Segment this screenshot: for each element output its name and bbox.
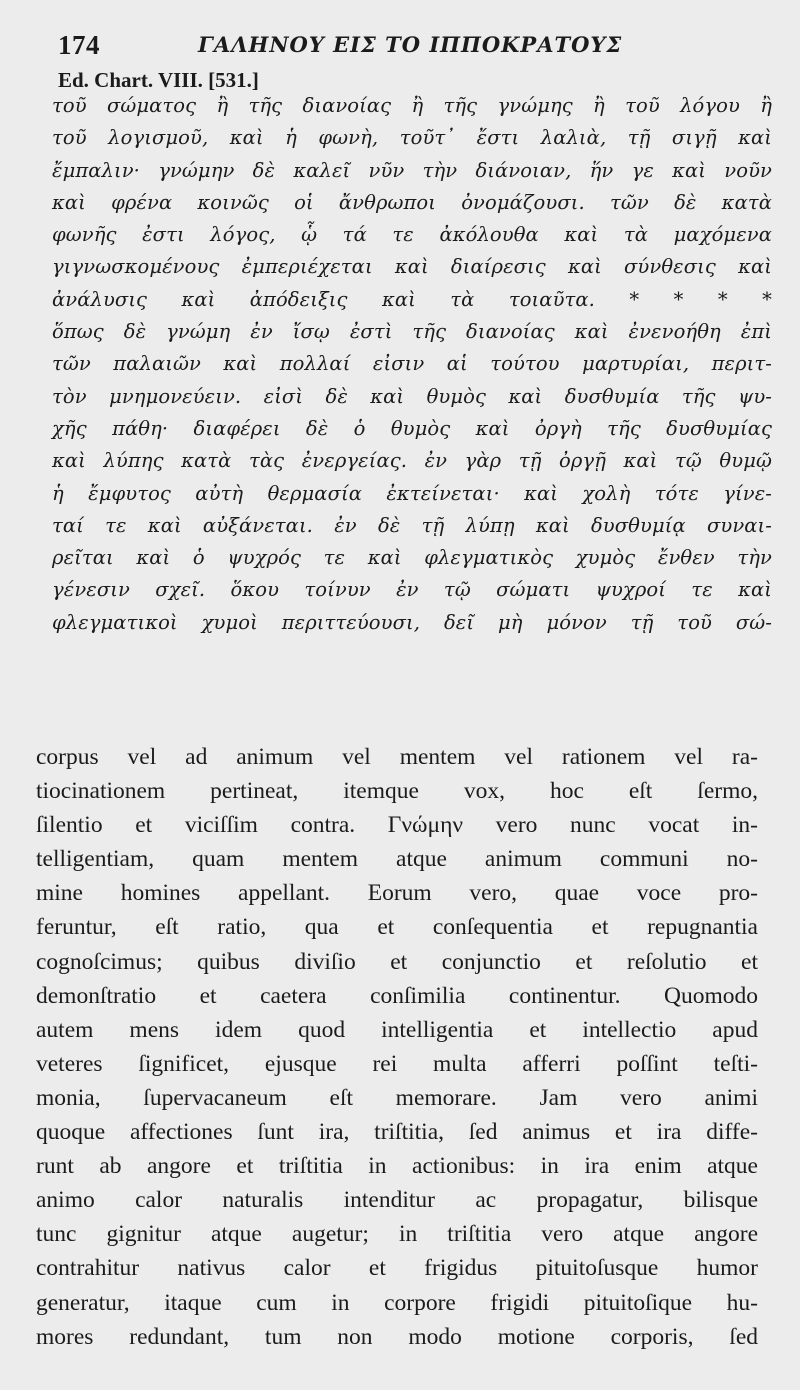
- latin-line: quoque affectiones ſunt ira, triſtitia, ſed animus et ira diffe-: [36, 1119, 758, 1146]
- latin-line: corpus vel ad animum vel mentem vel rationem vel ra-: [36, 744, 758, 770]
- greek-line: τοῦ σώματος ἢ τῆς διανοίας ἢ τῆς γνώμης ἢ τοῦ λόγου ἢ: [52, 94, 772, 117]
- latin-line: tiocinationem pertineat, itemque vox, hoc eſt ſermo,: [36, 778, 758, 805]
- latin-line: contrahitur nativus calor et frigidus pituitoſusque humor: [36, 1255, 758, 1282]
- greek-line: ἔμπαλιν· γνώμην δὲ καλεῖ νῦν τὴν διάνοιαν, ἥν γε καὶ νοῦν: [52, 158, 772, 182]
- latin-line: feruntur, eſt ratio, qua et conſequentia et repugnantia: [36, 914, 758, 941]
- latin-line: telligentiam, quam mentem atque animum communi no-: [36, 846, 758, 873]
- greek-line: φλεγματικοὶ χυμοὶ περιττεύουσι, δεῖ μὴ μόνον τῇ τοῦ σώ-: [52, 610, 772, 634]
- latin-line: mine homines appellant. Eorum vero, quae voce pro-: [36, 880, 758, 907]
- greek-line: τὸν μνημονεύειν. εἰσὶ δὲ καὶ θυμὸς καὶ δυσθυμία τῆς ψυ-: [52, 384, 772, 408]
- latin-line: autem mens idem quod intelligentia et intellectio apud: [36, 1016, 758, 1043]
- page-header: [58, 28, 758, 68]
- latin-text-block: [36, 740, 758, 1354]
- greek-line: γένεσιν σχεῖ. ὅκου τοίνυν ἐν τῷ σώματι ψυχροί τε καὶ: [52, 578, 772, 602]
- latin-line: demonſtratio et caetera conſimilia continentur. Quomodo: [36, 982, 758, 1009]
- greek-line: τοῦ λογισμοῦ, καὶ ἡ φωνὴ, τοῦτ᾽ ἔστι λαλιὰ, τῇ σιγῇ καὶ: [52, 126, 772, 150]
- greek-line: καὶ λύπης κατὰ τὰς ἐνεργείας. ἐν γὰρ τῇ ὀργῇ καὶ τῷ θυμῷ: [52, 449, 772, 473]
- latin-line: tunc gignitur atque augetur; in triſtitia vero atque angore: [36, 1221, 758, 1248]
- greek-line: ἀνάλυσις καὶ ἀπόδειξις καὶ τὰ τοιαῦτα. * * * *: [52, 287, 772, 311]
- greek-line: ταί τε καὶ αὐξάνεται. ἐν δὲ τῇ λύπῃ καὶ δυσθυμίᾳ συναι-: [52, 513, 772, 537]
- latin-line: generatur, itaque cum in corpore frigidi pituitoſique hu-: [36, 1289, 758, 1316]
- greek-line: φωνῆς ἐστι λόγος, ᾧ τά τε ἀκόλουθα καὶ τὰ μαχόμενα: [52, 223, 772, 247]
- greek-line: τῶν παλαιῶν καὶ πολλαί εἰσιν αἱ τούτου μαρτυρίαι, περιτ-: [52, 352, 772, 376]
- greek-text-block: [52, 90, 772, 639]
- latin-line: runt ab angore et triſtitia in actionibus: in ira enim atque: [36, 1153, 758, 1180]
- latin-line: animo calor naturalis intenditur ac propagatur, bilisque: [36, 1187, 758, 1214]
- page-number: 174: [58, 30, 100, 60]
- greek-line: ἡ ἔμφυτος αὐτὴ θερμασία ἐκτείνεται· καὶ χολὴ τότε γίνε-: [52, 481, 772, 505]
- latin-line: monia, ſupervacaneum eſt memorare. Jam vero animi: [36, 1084, 758, 1111]
- edition-reference: Ed. Chart. VIII. [531.]: [58, 68, 259, 92]
- greek-line: ρεῖται καὶ ὁ ψυχρός τε καὶ φλεγματικὸς χυμὸς ἔνθεν τὴν: [52, 546, 772, 570]
- greek-line: γιγνωσκομένους ἐμπεριέχεται καὶ διαίρεσις καὶ σύνθεσις καὶ: [52, 255, 772, 279]
- latin-line: veteres ſignificet, ejusque rei multa afferri poſſint teſti-: [36, 1050, 758, 1077]
- greek-line: χῆς πάθη· διαφέρει δὲ ὁ θυμὸς καὶ ὀργὴ τῆς δυσθυμίας: [52, 416, 772, 440]
- latin-line: mores redundant, tum non modo motione corporis, ſed: [36, 1323, 758, 1350]
- running-title: ΓΑΛΗΝΟΥ ΕΙΣ ΤΟ ΙΠΠΟΚΡΑΤΟΥΣ: [198, 32, 623, 57]
- greek-line: καὶ φρένα κοινῶς οἱ ἄνθρωποι ὀνομάζουσι. τῶν δὲ κατὰ: [52, 190, 772, 214]
- latin-line: ſilentio et viciſſim contra. Γνώμην vero nunc vocat in-: [36, 812, 758, 839]
- greek-line: ὅπως δὲ γνώμη ἐν ἴσῳ ἐστὶ τῆς διανοίας καὶ ἐνενοήθη ἐπὶ: [52, 320, 772, 344]
- latin-line: cognoſcimus; quibus diviſio et conjunctio et reſolutio et: [36, 948, 758, 975]
